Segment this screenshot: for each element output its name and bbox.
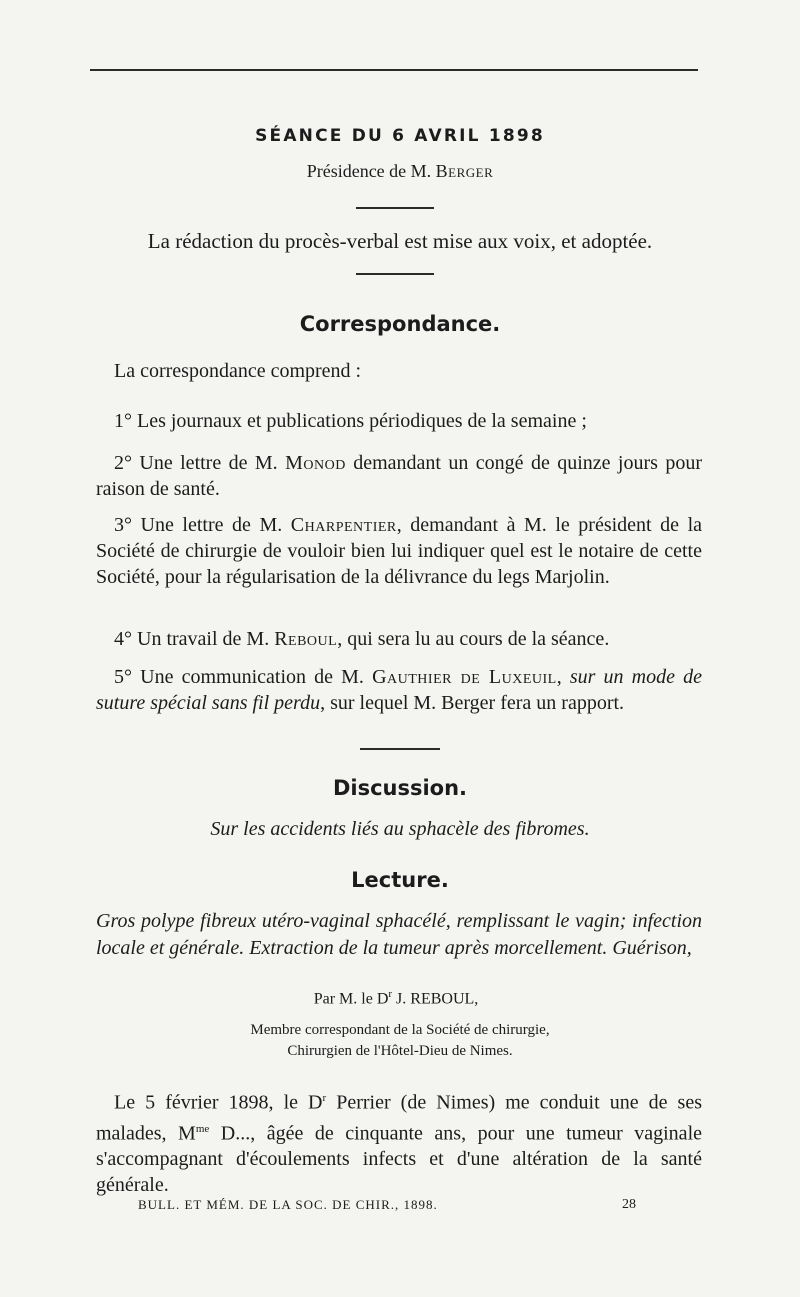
item-text: Une lettre de M. <box>139 452 278 474</box>
correspondance-intro-text: La correspondance comprend : <box>114 360 362 382</box>
president-name: Berger <box>435 161 494 181</box>
item-number: 5° <box>114 666 132 688</box>
discussion-subtitle: Sur les accidents liés au sphacèle des fibromes. <box>210 818 590 840</box>
correspondance-item <box>96 450 702 502</box>
correspondance-item <box>96 626 702 652</box>
page-number: 28 <box>622 1197 636 1212</box>
body-text: Le 5 février 1898, le D <box>114 1091 323 1114</box>
item-text: , sur lequel M. Berger fera un rapport. <box>320 692 625 714</box>
item-number: 4° <box>114 628 132 650</box>
body-sup: r <box>322 1092 327 1104</box>
person-name: Charpentier <box>290 514 397 536</box>
lecture-title: Gros polype fibreux utéro-vaginal sphacélé, remplissant le vagin; infection locale et générale. Extraction de la tumeur après morcellement. Guérison, <box>96 910 702 959</box>
body-text: Perrier (de Nimes) me conduit une de ses malades, M <box>96 1091 702 1145</box>
item-number: 1° <box>114 410 132 432</box>
item-text: Une lettre de M. <box>140 514 283 536</box>
correspondance-heading: Correspondance. <box>299 312 501 336</box>
item-text: , <box>556 666 562 688</box>
item-number: 3° <box>114 514 132 536</box>
correspondance-intro <box>96 358 702 384</box>
person-name: Reboul <box>274 628 338 650</box>
item-text: , qui sera lu au cours de la séance. <box>337 628 610 650</box>
body-sup: me <box>195 1122 210 1135</box>
lecture-author <box>0 988 796 1008</box>
running-footer: BULL. ET MÉM. DE LA SOC. DE CHIR., 1898. <box>138 1197 438 1212</box>
body-text: D..., âgée de cinquante ans, pour une tumeur vaginale s'accompagnant d'écoulements infects et d'une altération de la santé générale. <box>96 1122 702 1197</box>
author-sup: r <box>388 988 393 1000</box>
presidence-label: Présidence de M. <box>306 161 432 181</box>
correspondance-item <box>96 408 702 434</box>
body-paragraph <box>96 1085 702 1198</box>
discussion-heading: Discussion. <box>332 776 468 800</box>
item-text: Une communication de M. <box>140 666 364 688</box>
seance-title: SÉANCE DU 6 AVRIL 1898 <box>255 126 545 146</box>
item-number: 2° <box>114 452 132 474</box>
italic-title: sur un mode de suture spécial sans fil perdu <box>96 666 703 714</box>
adoption-text: La rédaction du procès-verbal est mise aux voix, et adoptée. <box>147 229 653 253</box>
person-name: Gauthier de Luxeuil <box>372 666 557 688</box>
affiliation-line: Chirurgien de l'Hôtel-Dieu de Nimes. <box>287 1043 513 1059</box>
separator-rule <box>360 748 440 750</box>
author-prefix: Par M. le D <box>313 990 389 1008</box>
person-name: Monod <box>285 452 346 474</box>
item-text: demandant un congé de quinze jours pour raison de santé. <box>96 452 702 500</box>
correspondance-item <box>96 664 702 716</box>
separator-rule <box>356 273 434 275</box>
lecture-heading: Lecture. <box>351 868 449 892</box>
affiliation-line: Membre correspondant de la Société de chirurgie, <box>250 1022 550 1038</box>
item-text: , demandant à M. le président de la Société de chirurgie de vouloir bien lui indiquer quel est le notaire de cette Société, pour la régularisation de la délivrance du legs Marjolin. <box>96 514 703 588</box>
item-text: Un travail de M. <box>137 628 270 650</box>
author-name: J. REBOUL, <box>396 990 479 1008</box>
presidence-line <box>0 161 800 182</box>
correspondance-item <box>96 512 702 590</box>
separator-rule <box>356 207 434 209</box>
item-text: Les journaux et publications périodiques de la semaine ; <box>137 410 587 432</box>
top-rule <box>90 69 698 71</box>
